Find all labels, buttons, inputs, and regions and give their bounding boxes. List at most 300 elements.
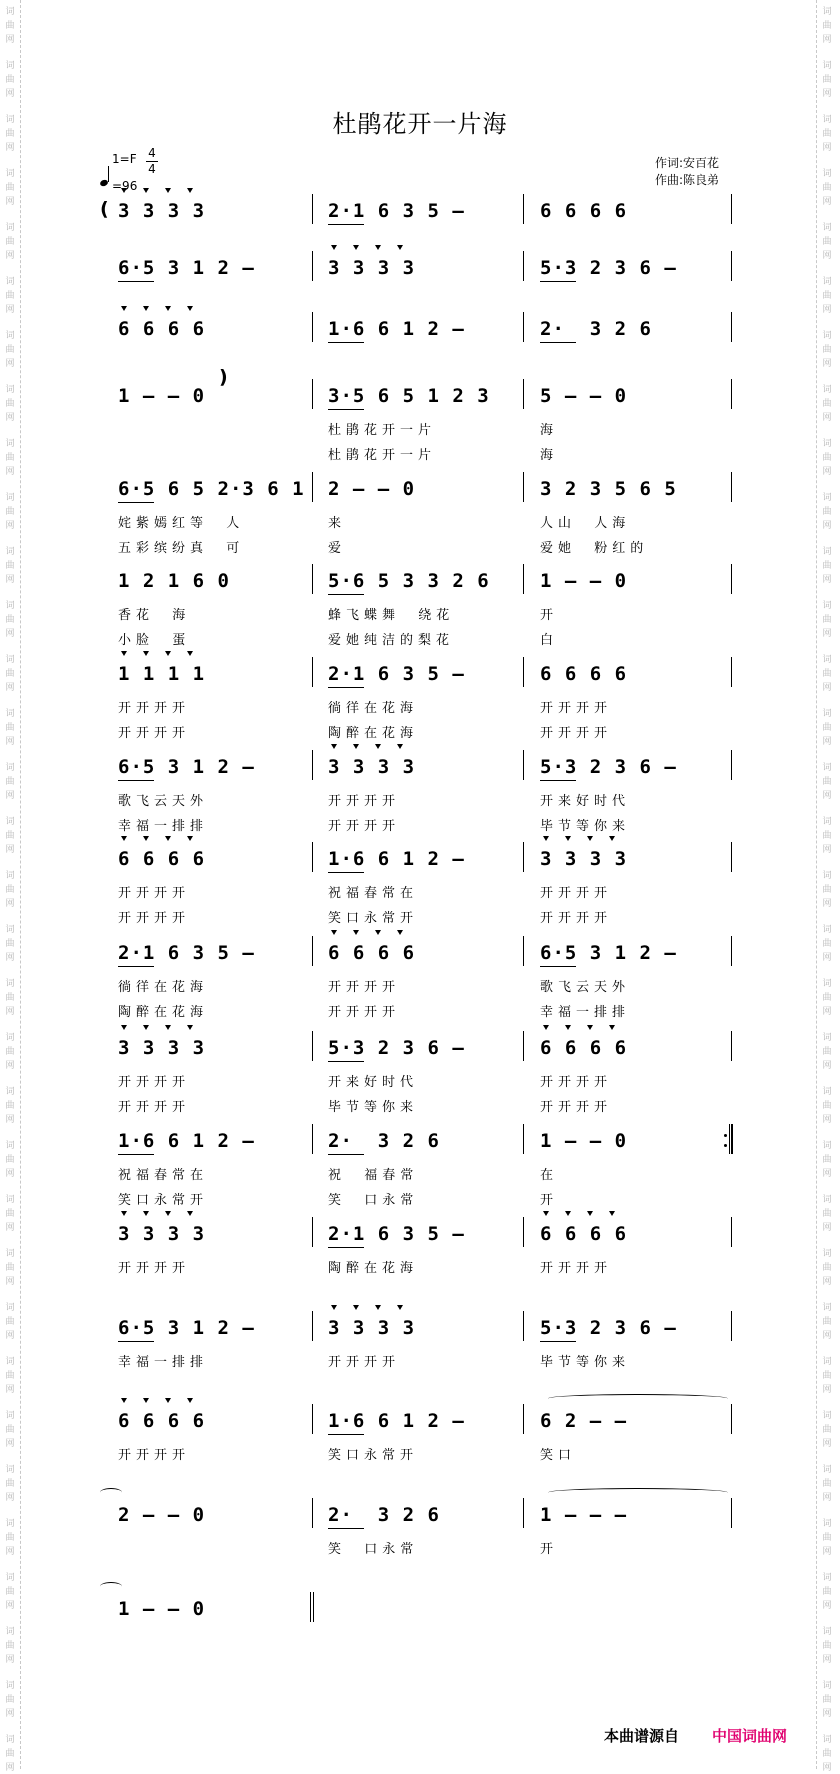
barline xyxy=(523,564,524,594)
watermark-char: 曲 xyxy=(5,237,15,247)
measure-notes: 6 6 6 6 xyxy=(540,1223,628,1245)
watermark-char: 曲 xyxy=(822,1101,832,1111)
barline xyxy=(312,1404,313,1434)
watermark-char: 曲 xyxy=(822,453,832,463)
watermark-char: 网 xyxy=(822,35,832,45)
octave-accent-icon xyxy=(143,1211,149,1216)
octave-accent-icon xyxy=(375,930,381,935)
watermark-char: 网 xyxy=(5,1115,15,1125)
watermark-char: 词 xyxy=(822,1519,832,1529)
watermark-char: 网 xyxy=(5,467,15,477)
watermark-char: 曲 xyxy=(5,21,15,31)
song-title: 杜鹃花开一片海 xyxy=(332,110,508,138)
lyric-line-1: 来 xyxy=(328,516,347,531)
measure-notes: 2 – – 0 xyxy=(328,478,416,500)
watermark-char: 网 xyxy=(5,629,15,639)
watermark-char: 词 xyxy=(822,61,832,71)
watermark-char: 曲 xyxy=(5,723,15,733)
lyric-line-1: 开来好时代 xyxy=(540,794,631,809)
watermark-char: 词 xyxy=(822,979,832,989)
lyric-line-1: 开 xyxy=(540,1542,559,1557)
watermark-char: 曲 xyxy=(822,1155,832,1165)
lyric-line-1: 开开开开 xyxy=(540,1261,613,1276)
measure-notes: 6 6 6 6 xyxy=(118,1410,206,1432)
watermark-char: 词 xyxy=(5,1627,15,1637)
watermark-char: 网 xyxy=(5,1763,15,1773)
lyric-line-1: 开开开开 xyxy=(328,980,401,995)
barline xyxy=(312,472,313,502)
beam-line xyxy=(118,1154,154,1155)
lyric-line-2: 开开开开 xyxy=(118,726,191,741)
composer: 作曲:陈良弟 xyxy=(655,173,720,187)
measure-notes: 1·6 6 1 2 – xyxy=(328,318,465,340)
barline xyxy=(523,1124,524,1154)
watermark-char: 词 xyxy=(822,1357,832,1367)
watermark-char: 词 xyxy=(5,277,15,287)
watermark-char: 词 xyxy=(5,331,15,341)
watermark-char: 网 xyxy=(5,1385,15,1395)
octave-accent-icon xyxy=(353,245,359,250)
beam-line xyxy=(540,780,576,781)
watermark-char: 曲 xyxy=(822,507,832,517)
watermark-char: 曲 xyxy=(5,345,15,355)
watermark-char: 网 xyxy=(822,1709,832,1719)
watermark-char: 网 xyxy=(5,845,15,855)
measure-notes: 5·3 2 3 6 – xyxy=(540,1317,677,1339)
watermark-char: 词 xyxy=(822,169,832,179)
watermark-char: 词 xyxy=(822,709,832,719)
watermark-char: 曲 xyxy=(822,1425,832,1435)
watermark-char: 网 xyxy=(5,791,15,801)
watermark-char: 词 xyxy=(5,1249,15,1259)
watermark-char: 曲 xyxy=(822,1533,832,1543)
lyric-line-2: 爱她 粉红的 xyxy=(540,541,649,556)
lyric-line-1: 歌飞云天外 xyxy=(118,794,209,809)
lyric-line-1: 姹紫嫣红等 人 xyxy=(118,516,245,531)
repeat-barline xyxy=(729,1124,733,1154)
lyric-line-1: 开开开开 xyxy=(540,886,613,901)
watermark-char: 网 xyxy=(822,683,832,693)
measure-notes: 6·5 6 5 2·3 6 1 xyxy=(118,478,305,500)
measure-notes: 3 3 3 3 xyxy=(118,1037,206,1059)
watermark-char: 网 xyxy=(5,89,15,99)
watermark-char: 网 xyxy=(5,197,15,207)
octave-accent-icon xyxy=(121,1211,127,1216)
watermark-char: 曲 xyxy=(822,561,832,571)
lyric-line-2: 笑口永常开 xyxy=(328,911,419,926)
watermark-char: 曲 xyxy=(822,75,832,85)
key-signature: 1=F xyxy=(112,152,137,166)
watermark-char: 词 xyxy=(5,493,15,503)
watermark-char: 网 xyxy=(822,1547,832,1557)
watermark-char: 词 xyxy=(822,871,832,881)
barline xyxy=(523,1404,524,1434)
watermark-char: 网 xyxy=(822,1223,832,1233)
watermark-char: 曲 xyxy=(822,1749,832,1759)
watermark-char: 词 xyxy=(822,1141,832,1151)
watermark-char: 网 xyxy=(5,1169,15,1179)
beam-line xyxy=(540,342,576,343)
measure-notes: 5·3 2 3 6 – xyxy=(540,257,677,279)
octave-accent-icon xyxy=(609,1025,615,1030)
watermark-char: 词 xyxy=(822,1249,832,1259)
octave-accent-icon xyxy=(143,836,149,841)
beam-line xyxy=(328,224,364,225)
lyric-line-2: 毕节等你来 xyxy=(540,819,631,834)
octave-accent-icon xyxy=(587,1025,593,1030)
barline xyxy=(731,936,732,966)
watermark-char: 词 xyxy=(5,709,15,719)
barline xyxy=(523,472,524,502)
watermark-char: 网 xyxy=(822,89,832,99)
watermark-char: 曲 xyxy=(5,669,15,679)
watermark-char: 词 xyxy=(5,925,15,935)
lyric-line-2: 小脸 蛋 xyxy=(118,633,191,648)
lyric-line-2: 笑口永常开 xyxy=(118,1193,209,1208)
barline xyxy=(523,1031,524,1061)
lyric-line-1: 幸福一排排 xyxy=(118,1355,209,1370)
barline xyxy=(523,194,524,224)
lyric-line-1: 开开开开 xyxy=(328,1355,401,1370)
measure-notes: 6 6 6 6 xyxy=(540,663,628,685)
measure-notes: 1 – – 0 xyxy=(540,1130,628,1152)
watermark-char: 网 xyxy=(822,359,832,369)
barline xyxy=(523,1217,524,1247)
watermark-char: 曲 xyxy=(822,1047,832,1057)
octave-accent-icon xyxy=(587,836,593,841)
watermark-char: 词 xyxy=(5,223,15,233)
measure-notes: 1 – – 0 xyxy=(118,385,206,407)
watermark-char: 曲 xyxy=(822,129,832,139)
lyric-line-1: 开开开开 xyxy=(328,794,401,809)
octave-accent-icon xyxy=(375,744,381,749)
watermark-char: 词 xyxy=(822,1627,832,1637)
lyric-line-1: 开开开开 xyxy=(118,886,191,901)
octave-accent-icon xyxy=(375,1305,381,1310)
octave-accent-icon xyxy=(353,1305,359,1310)
lyric-line-2: 五彩缤纷真 可 xyxy=(118,541,245,556)
watermark-char: 曲 xyxy=(5,183,15,193)
watermark-char: 网 xyxy=(822,413,832,423)
watermark-char: 网 xyxy=(5,953,15,963)
watermark-char: 词 xyxy=(5,979,15,989)
watermark-char: 词 xyxy=(5,1087,15,1097)
watermark-char: 网 xyxy=(5,899,15,909)
measure-notes: 5·6 5 3 3 2 6 xyxy=(328,570,490,592)
watermark-char: 词 xyxy=(822,115,832,125)
measure-notes: 2 – – 0 xyxy=(118,1504,206,1526)
barline xyxy=(731,842,732,872)
beam-line xyxy=(540,966,576,967)
final-barline xyxy=(310,1592,314,1622)
barline xyxy=(731,1498,732,1528)
barline xyxy=(731,472,732,502)
octave-accent-icon xyxy=(565,1025,571,1030)
beam-line xyxy=(328,1247,364,1248)
lyric-line-1: 笑口 xyxy=(540,1448,577,1463)
footer-site-link[interactable]: 中国词曲网 xyxy=(712,1727,788,1745)
lyric-line-1: 开开开开 xyxy=(540,701,613,716)
beam-line xyxy=(540,1341,576,1342)
watermark-char: 网 xyxy=(5,359,15,369)
octave-accent-icon xyxy=(187,1211,193,1216)
watermark-char: 曲 xyxy=(5,885,15,895)
octave-accent-icon xyxy=(565,836,571,841)
octave-accent-icon xyxy=(165,188,171,193)
watermark-char: 曲 xyxy=(5,993,15,1003)
watermark-char: 曲 xyxy=(822,831,832,841)
lyric-line-2: 杜鹃花开一片 xyxy=(328,448,437,463)
watermark-char: 网 xyxy=(5,251,15,261)
lyric-line-2: 陶醉在花海 xyxy=(328,726,419,741)
watermark-char: 词 xyxy=(5,7,15,17)
beam-line xyxy=(118,966,154,967)
tie-arc xyxy=(548,1394,728,1403)
lyric-line-1: 祝福春常在 xyxy=(328,886,419,901)
beam-line xyxy=(328,872,364,873)
watermark-char: 网 xyxy=(822,1061,832,1071)
watermark-char: 曲 xyxy=(822,723,832,733)
measure-notes: 5 – – 0 xyxy=(540,385,628,407)
lyric-line-2: 开开开开 xyxy=(540,911,613,926)
measure-notes: 1·6 6 1 2 – xyxy=(328,1410,465,1432)
octave-accent-icon xyxy=(543,1025,549,1030)
credits xyxy=(655,155,719,189)
measure-notes: 1·6 6 1 2 – xyxy=(118,1130,255,1152)
measure-notes: 3 2 3 5 6 5 xyxy=(540,478,677,500)
octave-accent-icon xyxy=(143,188,149,193)
measure-notes: 1 – – – xyxy=(540,1504,628,1526)
octave-accent-icon xyxy=(121,1025,127,1030)
barline xyxy=(312,842,313,872)
watermark-char: 网 xyxy=(822,521,832,531)
lyric-line-2: 白 xyxy=(540,633,559,648)
watermark-char: 网 xyxy=(5,1439,15,1449)
lyric-line-1: 人山 人海 xyxy=(540,516,631,531)
watermark-char: 曲 xyxy=(822,885,832,895)
barline xyxy=(523,312,524,342)
watermark-char: 曲 xyxy=(5,75,15,85)
barline xyxy=(312,936,313,966)
barline xyxy=(731,379,732,409)
watermark-char: 网 xyxy=(822,1493,832,1503)
watermark-char: 曲 xyxy=(822,1263,832,1273)
octave-accent-icon xyxy=(353,744,359,749)
watermark-char: 曲 xyxy=(822,669,832,679)
octave-accent-icon xyxy=(165,1025,171,1030)
lyric-line-2: 幸福一排排 xyxy=(118,819,209,834)
measure-notes: 6 6 6 6 xyxy=(118,318,206,340)
measure-notes: 2·1 6 3 5 – xyxy=(328,200,465,222)
beam-line xyxy=(540,281,576,282)
watermark-char: 曲 xyxy=(822,291,832,301)
barline xyxy=(731,1404,732,1434)
measure-notes: 6·5 3 1 2 – xyxy=(540,942,677,964)
watermark-char: 曲 xyxy=(5,1371,15,1381)
octave-accent-icon xyxy=(121,306,127,311)
barline xyxy=(731,657,732,687)
barline xyxy=(312,379,313,409)
barline xyxy=(731,1311,732,1341)
tie-arc xyxy=(100,1488,122,1497)
watermark-char: 网 xyxy=(822,1439,832,1449)
watermark-char: 词 xyxy=(5,763,15,773)
octave-accent-icon xyxy=(187,306,193,311)
octave-accent-icon xyxy=(143,306,149,311)
watermark-char: 网 xyxy=(5,737,15,747)
lyric-line-2: 毕节等你来 xyxy=(328,1100,419,1115)
watermark-char: 词 xyxy=(5,601,15,611)
barline xyxy=(731,251,732,281)
watermark-char: 网 xyxy=(822,305,832,315)
watermark-char: 曲 xyxy=(5,1587,15,1597)
measure-notes: 6 6 6 6 xyxy=(540,1037,628,1059)
measure-notes: 1 – – 0 xyxy=(540,570,628,592)
watermark-char: 曲 xyxy=(5,1263,15,1273)
watermark-char: 曲 xyxy=(5,1101,15,1111)
watermark-char: 网 xyxy=(822,1601,832,1611)
barline xyxy=(523,936,524,966)
lyric-line-1: 开 xyxy=(540,608,559,623)
beam-line xyxy=(118,1341,154,1342)
watermark-char: 网 xyxy=(5,413,15,423)
barline xyxy=(731,750,732,780)
watermark-char: 词 xyxy=(822,1195,832,1205)
watermark-char: 曲 xyxy=(5,1425,15,1435)
watermark-char: 网 xyxy=(822,1655,832,1665)
watermark-char: 网 xyxy=(822,467,832,477)
watermark-char: 词 xyxy=(5,169,15,179)
barline xyxy=(523,379,524,409)
watermark-char: 曲 xyxy=(5,507,15,517)
lyric-line-2: 开开开开 xyxy=(328,1005,401,1020)
lyric-line-1: 祝福春常在 xyxy=(118,1168,209,1183)
watermark-char: 网 xyxy=(5,1655,15,1665)
octave-accent-icon xyxy=(375,245,381,250)
octave-accent-icon xyxy=(331,744,337,749)
beam-line xyxy=(328,409,364,410)
watermark-char: 曲 xyxy=(822,1479,832,1489)
watermark-char: 网 xyxy=(5,35,15,45)
measure-notes: 6·5 3 1 2 – xyxy=(118,257,255,279)
barline xyxy=(523,251,524,281)
octave-accent-icon xyxy=(187,1025,193,1030)
watermark-char: 词 xyxy=(5,1465,15,1475)
watermark-char: 网 xyxy=(822,1385,832,1395)
watermark-char: 曲 xyxy=(5,1749,15,1759)
lyric-line-1: 蜂飞蝶舞 绕花 xyxy=(328,608,455,623)
watermark-char: 网 xyxy=(822,575,832,585)
measure-notes: 6·5 3 1 2 – xyxy=(118,756,255,778)
watermark-char: 曲 xyxy=(822,939,832,949)
watermark-char: 词 xyxy=(822,385,832,395)
watermark-char: 网 xyxy=(822,791,832,801)
watermark-char: 曲 xyxy=(5,1155,15,1165)
watermark-char: 曲 xyxy=(5,1317,15,1327)
measure-notes: 6 6 6 6 xyxy=(540,200,628,222)
beam-line xyxy=(328,594,364,595)
watermark-char: 曲 xyxy=(822,237,832,247)
watermark-char: 词 xyxy=(5,1735,15,1745)
barline xyxy=(523,842,524,872)
watermark-char: 曲 xyxy=(822,183,832,193)
watermark-char: 曲 xyxy=(822,1371,832,1381)
lyric-line-1: 开开开开 xyxy=(118,1261,191,1276)
watermark-char: 词 xyxy=(5,817,15,827)
time-signature xyxy=(146,146,158,177)
octave-accent-icon xyxy=(165,1398,171,1403)
time-top: 4 xyxy=(148,146,156,160)
octave-accent-icon xyxy=(587,1211,593,1216)
measure-notes: 6 2 – – xyxy=(540,1410,628,1432)
lyric-line-2: 笑 口永常 xyxy=(328,1193,419,1208)
beam-line xyxy=(328,1154,364,1155)
octave-accent-icon xyxy=(543,1211,549,1216)
watermark-char: 词 xyxy=(5,547,15,557)
watermark-char: 曲 xyxy=(5,1047,15,1057)
octave-accent-icon xyxy=(543,836,549,841)
watermark-char: 曲 xyxy=(5,291,15,301)
beam-line xyxy=(118,502,154,503)
measure-notes: 2· 3 2 6 xyxy=(540,318,652,340)
measure-notes: 1 – – 0 xyxy=(118,1598,206,1620)
octave-accent-icon xyxy=(165,651,171,656)
beam-line xyxy=(118,281,154,282)
watermark-char: 网 xyxy=(5,1061,15,1071)
measure-notes: 6·5 3 1 2 – xyxy=(118,1317,255,1339)
watermark-char: 词 xyxy=(5,1519,15,1529)
measure-notes: 2· 3 2 6 xyxy=(328,1130,440,1152)
octave-accent-icon xyxy=(143,651,149,656)
watermark-char: 词 xyxy=(822,1573,832,1583)
footer-source-label: 本曲谱源自 xyxy=(604,1727,680,1745)
barline xyxy=(731,194,732,224)
watermark-char: 词 xyxy=(822,655,832,665)
watermark-char: 网 xyxy=(5,1547,15,1557)
watermark-char: 词 xyxy=(5,439,15,449)
watermark-char: 词 xyxy=(822,1303,832,1313)
watermark-char: 曲 xyxy=(822,1641,832,1651)
watermark-char: 网 xyxy=(822,143,832,153)
octave-accent-icon xyxy=(143,1025,149,1030)
watermark-char: 词 xyxy=(5,1411,15,1421)
watermark-char: 词 xyxy=(5,115,15,125)
octave-accent-icon xyxy=(331,930,337,935)
beam-line xyxy=(328,342,364,343)
watermark-char: 网 xyxy=(5,575,15,585)
octave-accent-icon xyxy=(165,1211,171,1216)
lyric-line-1: 祝 福春常 xyxy=(328,1168,419,1183)
watermark-char: 词 xyxy=(822,7,832,17)
octave-accent-icon xyxy=(397,930,403,935)
octave-accent-icon xyxy=(187,836,193,841)
watermark-char: 曲 xyxy=(5,939,15,949)
lyric-line-1: 开开开开 xyxy=(118,1448,191,1463)
quarter-note-icon xyxy=(108,166,109,182)
watermark-char: 网 xyxy=(822,899,832,909)
measure-notes: 1 2 1 6 0 xyxy=(118,570,230,592)
watermark-char: 曲 xyxy=(822,1695,832,1705)
watermark-char: 网 xyxy=(822,1007,832,1017)
watermark-char: 曲 xyxy=(822,1587,832,1597)
repeat-dot xyxy=(724,1144,727,1147)
watermark-char: 词 xyxy=(822,223,832,233)
barline xyxy=(523,1311,524,1341)
watermark-char: 曲 xyxy=(5,777,15,787)
watermark-char: 网 xyxy=(822,845,832,855)
watermark-char: 词 xyxy=(822,439,832,449)
lyric-line-1: 徜徉在花海 xyxy=(118,980,209,995)
